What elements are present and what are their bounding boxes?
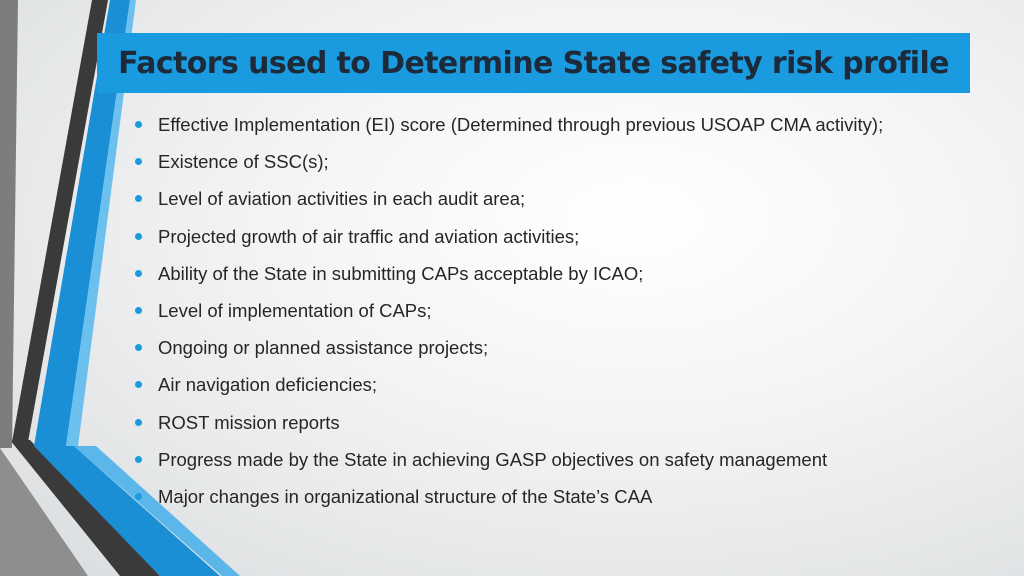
bullet-icon: [135, 381, 142, 388]
bullet-icon: [135, 158, 142, 165]
list-item: [130, 335, 1000, 372]
bullet-text: Projected growth of air traffic and aviation activities;: [158, 225, 580, 247]
list-item: [130, 410, 1000, 447]
list-item: [130, 484, 1000, 521]
bullet-icon: [135, 195, 142, 202]
bullet-text: Ongoing or planned assistance projects;: [158, 337, 489, 359]
bullet-text: Progress made by the State in achieving GASP objectives on safety management: [158, 448, 828, 470]
title-bar: [97, 33, 970, 93]
bullet-icon: [135, 307, 142, 314]
bullet-text: Effective Implementation (EI) score (Determined through previous USOAP CMA activity);: [158, 114, 884, 135]
bullet-icon: [135, 456, 142, 463]
bullet-icon: [135, 121, 142, 128]
bullet-icon: [135, 344, 142, 351]
bullet-text: Level of aviation activities in each audit area;: [158, 188, 526, 210]
bullet-text: Air navigation deficiencies;: [158, 374, 378, 396]
list-item: [130, 224, 1000, 261]
bullet-icon: [135, 419, 142, 426]
bullet-text: Ability of the State in submitting CAPs acceptable by ICAO;: [158, 262, 644, 284]
list-item: [130, 372, 1000, 409]
slide-title: Factors used to Determine State safety risk profile: [118, 45, 949, 81]
list-item: [130, 112, 1000, 149]
list-item: [130, 261, 1000, 298]
bullet-icon: [135, 493, 142, 500]
list-item: [130, 447, 1000, 484]
list-item: [130, 298, 1000, 335]
list-item: [130, 149, 1000, 186]
left-gray-stripe: [0, 0, 18, 448]
bullet-text: Level of implementation of CAPs;: [158, 299, 432, 321]
bullet-icon: [135, 270, 142, 277]
bullet-icon: [135, 233, 142, 240]
bullet-text: Existence of SSC(s);: [158, 151, 329, 173]
bullet-list: [130, 112, 1000, 521]
bullet-text: Major changes in organizational structure of the State’s CAA: [158, 485, 653, 507]
list-item: [130, 186, 1000, 223]
bullet-text: ROST mission reports: [158, 411, 340, 433]
